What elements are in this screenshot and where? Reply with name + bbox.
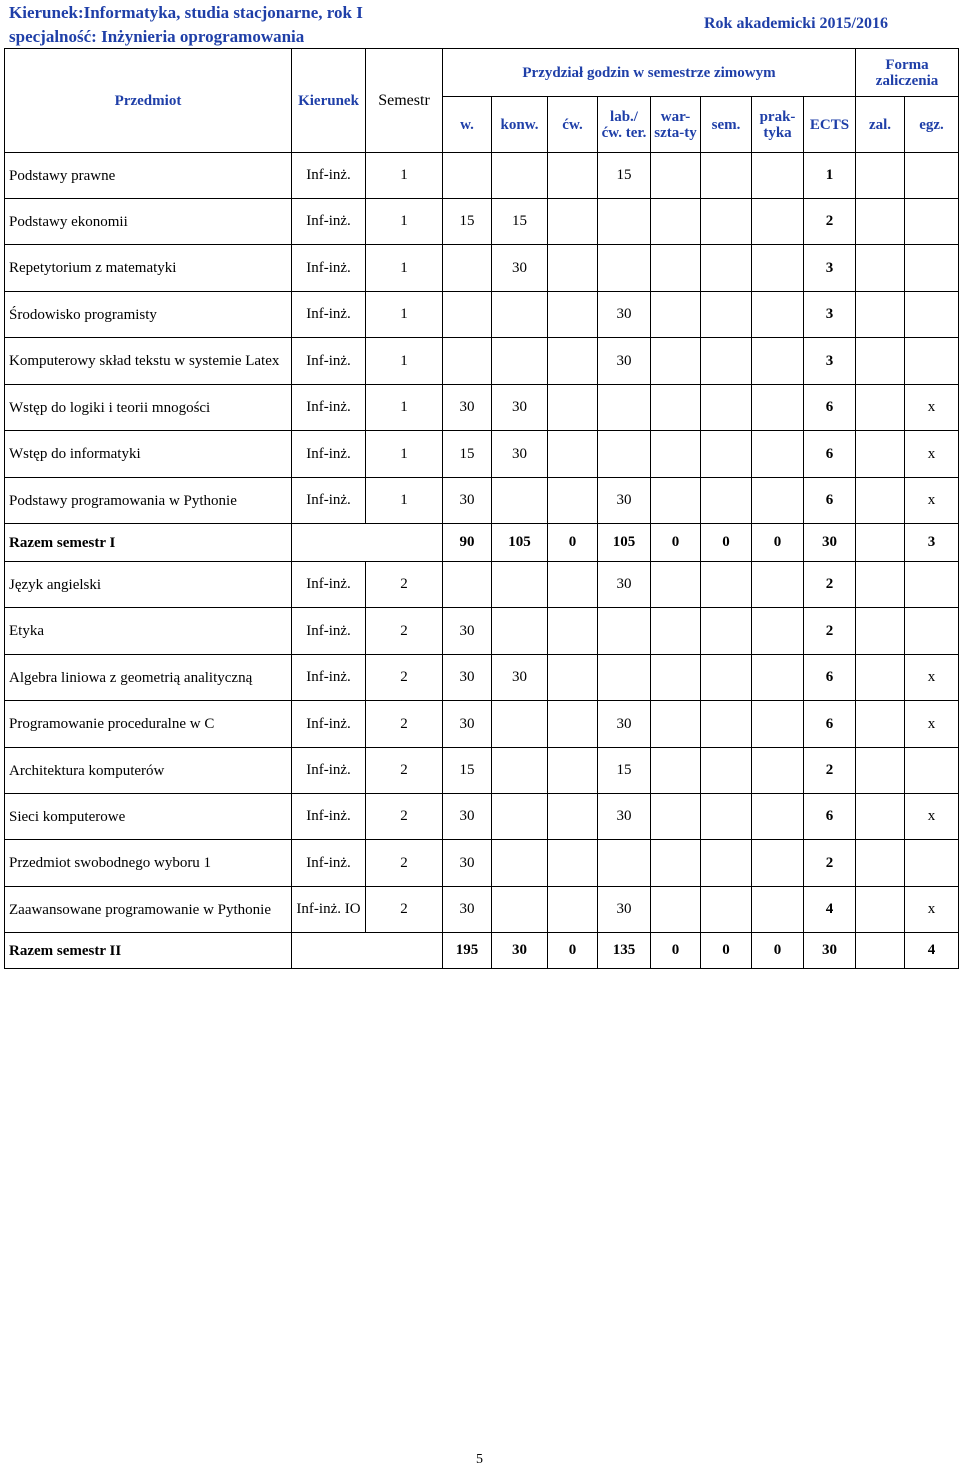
- hours-cw-cell: [548, 245, 598, 292]
- hours-w-cell: 30: [443, 794, 492, 840]
- header-col-konw: konw.: [492, 97, 548, 153]
- egz-cell: [905, 153, 959, 199]
- field-cell: Inf-inż.: [292, 153, 366, 199]
- zal-cell: [856, 701, 905, 748]
- zal-cell: [856, 840, 905, 887]
- ects-cell: 2: [804, 840, 856, 887]
- hours-sem-cell: [701, 840, 752, 887]
- table-row: [5, 794, 959, 840]
- header-subject: Przedmiot: [5, 49, 292, 153]
- summary-row: [5, 933, 959, 969]
- semester-cell: 1: [366, 338, 443, 385]
- subject-cell: Programowanie proceduralne w C: [5, 701, 292, 748]
- subject-cell: Komputerowy skład tekstu w systemie Latex: [5, 338, 292, 385]
- zal-cell: [856, 478, 905, 524]
- ects-cell: 6: [804, 794, 856, 840]
- hours-sem-cell: [701, 153, 752, 199]
- semester-cell: 2: [366, 608, 443, 655]
- hours-warsztaty-cell: [651, 245, 701, 292]
- egz-cell: x: [905, 701, 959, 748]
- subject-cell: Język angielski: [5, 562, 292, 608]
- hours-konw-cell: [492, 840, 548, 887]
- ects-cell: 3: [804, 245, 856, 292]
- hours-w-cell: 30: [443, 701, 492, 748]
- table-row: [5, 887, 959, 933]
- hours-cw-cell: [548, 655, 598, 701]
- hours-lab-cell: 15: [598, 153, 651, 199]
- hours-praktyka-cell: [752, 431, 804, 478]
- subject-cell: Sieci komputerowe: [5, 794, 292, 840]
- field-cell: Inf-inż.: [292, 608, 366, 655]
- hours-konw-cell: [492, 478, 548, 524]
- hours-warsztaty-cell: 0: [651, 524, 701, 562]
- field-cell: Inf-inż.: [292, 478, 366, 524]
- hours-sem-cell: [701, 701, 752, 748]
- hours-lab-cell: [598, 385, 651, 431]
- hours-sem-cell: [701, 431, 752, 478]
- subject-cell: Algebra liniowa z geometrią analityczną: [5, 655, 292, 701]
- header-col-egz: egz.: [905, 97, 959, 153]
- egz-cell: x: [905, 431, 959, 478]
- field-cell: Inf-inż.: [292, 701, 366, 748]
- header-col-lab: lab./ ćw. ter.: [598, 97, 651, 153]
- ects-cell: 6: [804, 385, 856, 431]
- summary-gap: [292, 524, 443, 562]
- ects-cell: 30: [804, 933, 856, 969]
- hours-praktyka-cell: [752, 887, 804, 933]
- egz-cell: [905, 840, 959, 887]
- field-cell: Inf-inż.: [292, 748, 366, 794]
- hours-sem-cell: [701, 478, 752, 524]
- header-col-w: w.: [443, 97, 492, 153]
- hours-cw-cell: 0: [548, 933, 598, 969]
- header-col-sem: sem.: [701, 97, 752, 153]
- hours-sem-cell: [701, 338, 752, 385]
- table-row: [5, 701, 959, 748]
- egz-cell: x: [905, 385, 959, 431]
- subject-cell: Zaawansowane programowanie w Pythonie: [5, 887, 292, 933]
- table-row: [5, 840, 959, 887]
- zal-cell: [856, 153, 905, 199]
- hours-sem-cell: [701, 655, 752, 701]
- hours-konw-cell: 30: [492, 431, 548, 478]
- hours-warsztaty-cell: [651, 431, 701, 478]
- document-title-line2: specjalność: Inżynieria oprogramowania: [9, 27, 305, 46]
- table-row: [5, 292, 959, 338]
- field-cell: Inf-inż.: [292, 338, 366, 385]
- hours-cw-cell: [548, 748, 598, 794]
- hours-lab-cell: 30: [598, 562, 651, 608]
- egz-cell: x: [905, 655, 959, 701]
- hours-sem-cell: [701, 748, 752, 794]
- ects-cell: 4: [804, 887, 856, 933]
- zal-cell: [856, 245, 905, 292]
- hours-w-cell: [443, 338, 492, 385]
- hours-praktyka-cell: 0: [752, 524, 804, 562]
- egz-cell: x: [905, 887, 959, 933]
- hours-lab-cell: 135: [598, 933, 651, 969]
- hours-cw-cell: [548, 385, 598, 431]
- semester-cell: 1: [366, 199, 443, 245]
- hours-konw-cell: [492, 292, 548, 338]
- table-row: [5, 245, 959, 292]
- hours-konw-cell: [492, 153, 548, 199]
- hours-konw-cell: [492, 608, 548, 655]
- hours-sem-cell: [701, 385, 752, 431]
- hours-konw-cell: 30: [492, 385, 548, 431]
- hours-lab-cell: 30: [598, 701, 651, 748]
- ects-cell: 2: [804, 748, 856, 794]
- hours-w-cell: [443, 292, 492, 338]
- hours-cw-cell: [548, 431, 598, 478]
- hours-lab-cell: [598, 608, 651, 655]
- header-col-cw: ćw.: [548, 97, 598, 153]
- header-col-warsztaty: war-szta-ty: [651, 97, 701, 153]
- hours-lab-cell: 15: [598, 748, 651, 794]
- hours-w-cell: [443, 153, 492, 199]
- semester-cell: 2: [366, 562, 443, 608]
- field-cell: Inf-inż.: [292, 840, 366, 887]
- page-number: 5: [476, 1452, 483, 1467]
- hours-warsztaty-cell: [651, 608, 701, 655]
- hours-konw-cell: [492, 887, 548, 933]
- hours-praktyka-cell: 0: [752, 933, 804, 969]
- table-row: [5, 431, 959, 478]
- hours-w-cell: 15: [443, 748, 492, 794]
- hours-praktyka-cell: [752, 292, 804, 338]
- semester-cell: 1: [366, 385, 443, 431]
- hours-praktyka-cell: [752, 199, 804, 245]
- table-row: [5, 338, 959, 385]
- zal-cell: [856, 338, 905, 385]
- academic-year: Rok akademicki 2015/2016: [703, 15, 888, 32]
- subject-cell: Środowisko programisty: [5, 292, 292, 338]
- field-cell: Inf-inż.: [292, 655, 366, 701]
- zal-cell: [856, 655, 905, 701]
- hours-lab-cell: [598, 655, 651, 701]
- hours-konw-cell: [492, 701, 548, 748]
- hours-cw-cell: 0: [548, 524, 598, 562]
- hours-konw-cell: 105: [492, 524, 548, 562]
- hours-lab-cell: [598, 199, 651, 245]
- hours-cw-cell: [548, 887, 598, 933]
- hours-lab-cell: 105: [598, 524, 651, 562]
- ects-cell: 6: [804, 478, 856, 524]
- hours-sem-cell: [701, 887, 752, 933]
- hours-sem-cell: [701, 199, 752, 245]
- hours-konw-cell: 15: [492, 199, 548, 245]
- hours-konw-cell: 30: [492, 933, 548, 969]
- hours-w-cell: 30: [443, 478, 492, 524]
- hours-cw-cell: [548, 701, 598, 748]
- egz-cell: [905, 608, 959, 655]
- zal-cell: [856, 887, 905, 933]
- zal-cell: [856, 199, 905, 245]
- hours-lab-cell: 30: [598, 338, 651, 385]
- hours-konw-cell: [492, 748, 548, 794]
- summary-label: Razem semestr II: [5, 933, 292, 969]
- hours-warsztaty-cell: [651, 794, 701, 840]
- hours-lab-cell: [598, 840, 651, 887]
- egz-cell: 4: [905, 933, 959, 969]
- zal-cell: [856, 524, 905, 562]
- hours-warsztaty-cell: [651, 701, 701, 748]
- hours-w-cell: 195: [443, 933, 492, 969]
- header-form-group: Forma zaliczenia: [856, 49, 959, 97]
- header-hours-group: Przydział godzin w semestrze zimowym: [443, 49, 856, 97]
- subject-cell: Etyka: [5, 608, 292, 655]
- hours-lab-cell: 30: [598, 887, 651, 933]
- ects-cell: 3: [804, 292, 856, 338]
- hours-konw-cell: [492, 338, 548, 385]
- hours-w-cell: 30: [443, 840, 492, 887]
- ects-cell: 6: [804, 655, 856, 701]
- table-row: [5, 199, 959, 245]
- hours-w-cell: 30: [443, 887, 492, 933]
- hours-cw-cell: [548, 608, 598, 655]
- hours-praktyka-cell: [752, 153, 804, 199]
- field-cell: Inf-inż.: [292, 245, 366, 292]
- field-cell: Inf-inż.: [292, 199, 366, 245]
- hours-sem-cell: [701, 292, 752, 338]
- ects-cell: 30: [804, 524, 856, 562]
- hours-warsztaty-cell: [651, 748, 701, 794]
- field-cell: Inf-inż.: [292, 292, 366, 338]
- semester-cell: 2: [366, 887, 443, 933]
- hours-praktyka-cell: [752, 338, 804, 385]
- hours-lab-cell: 30: [598, 794, 651, 840]
- hours-sem-cell: 0: [701, 933, 752, 969]
- hours-sem-cell: [701, 562, 752, 608]
- hours-cw-cell: [548, 338, 598, 385]
- ects-cell: 2: [804, 562, 856, 608]
- hours-sem-cell: [701, 794, 752, 840]
- subject-cell: Repetytorium z matematyki: [5, 245, 292, 292]
- semester-cell: 1: [366, 478, 443, 524]
- subject-cell: Podstawy programowania w Pythonie: [5, 478, 292, 524]
- hours-w-cell: 15: [443, 199, 492, 245]
- summary-gap: [292, 933, 443, 969]
- semester-cell: 2: [366, 794, 443, 840]
- semester-cell: 2: [366, 840, 443, 887]
- hours-warsztaty-cell: [651, 199, 701, 245]
- summary-label: Razem semestr I: [5, 524, 292, 562]
- header-col-praktyka: prak-tyka: [752, 97, 804, 153]
- hours-warsztaty-cell: [651, 385, 701, 431]
- hours-praktyka-cell: [752, 748, 804, 794]
- subject-cell: Wstęp do logiki i teorii mnogości: [5, 385, 292, 431]
- hours-konw-cell: 30: [492, 655, 548, 701]
- subject-cell: Wstęp do informatyki: [5, 431, 292, 478]
- hours-w-cell: [443, 562, 492, 608]
- header-col-zal: zal.: [856, 97, 905, 153]
- header-semester: Semestr: [366, 49, 443, 153]
- curriculum-table: [4, 48, 959, 969]
- hours-w-cell: [443, 245, 492, 292]
- hours-praktyka-cell: [752, 701, 804, 748]
- hours-warsztaty-cell: 0: [651, 933, 701, 969]
- egz-cell: [905, 292, 959, 338]
- hours-sem-cell: 0: [701, 524, 752, 562]
- hours-warsztaty-cell: [651, 292, 701, 338]
- field-cell: Inf-inż.: [292, 794, 366, 840]
- hours-lab-cell: 30: [598, 478, 651, 524]
- hours-praktyka-cell: [752, 840, 804, 887]
- hours-cw-cell: [548, 199, 598, 245]
- zal-cell: [856, 431, 905, 478]
- table-row: [5, 608, 959, 655]
- hours-warsztaty-cell: [651, 562, 701, 608]
- hours-lab-cell: [598, 431, 651, 478]
- egz-cell: [905, 748, 959, 794]
- hours-warsztaty-cell: [651, 840, 701, 887]
- hours-w-cell: 30: [443, 385, 492, 431]
- hours-praktyka-cell: [752, 794, 804, 840]
- hours-sem-cell: [701, 245, 752, 292]
- ects-cell: 1: [804, 153, 856, 199]
- hours-konw-cell: [492, 562, 548, 608]
- field-cell: Inf-inż.: [292, 562, 366, 608]
- hours-cw-cell: [548, 478, 598, 524]
- field-cell: Inf-inż.: [292, 431, 366, 478]
- ects-cell: 3: [804, 338, 856, 385]
- hours-warsztaty-cell: [651, 655, 701, 701]
- egz-cell: x: [905, 478, 959, 524]
- ects-cell: 6: [804, 431, 856, 478]
- egz-cell: [905, 338, 959, 385]
- hours-praktyka-cell: [752, 562, 804, 608]
- field-cell: Inf-inż. IO: [292, 887, 366, 933]
- hours-cw-cell: [548, 562, 598, 608]
- subject-cell: Podstawy ekonomii: [5, 199, 292, 245]
- subject-cell: Przedmiot swobodnego wyboru 1: [5, 840, 292, 887]
- table-row: [5, 562, 959, 608]
- table-row: [5, 385, 959, 431]
- hours-w-cell: 15: [443, 431, 492, 478]
- ects-cell: 2: [804, 608, 856, 655]
- semester-cell: 2: [366, 701, 443, 748]
- semester-cell: 1: [366, 153, 443, 199]
- hours-cw-cell: [548, 153, 598, 199]
- hours-cw-cell: [548, 840, 598, 887]
- table-row: [5, 655, 959, 701]
- hours-cw-cell: [548, 292, 598, 338]
- zal-cell: [856, 562, 905, 608]
- hours-praktyka-cell: [752, 655, 804, 701]
- summary-row: [5, 524, 959, 562]
- hours-w-cell: 30: [443, 655, 492, 701]
- hours-warsztaty-cell: [651, 153, 701, 199]
- zal-cell: [856, 748, 905, 794]
- hours-sem-cell: [701, 608, 752, 655]
- zal-cell: [856, 933, 905, 969]
- subject-cell: Podstawy prawne: [5, 153, 292, 199]
- hours-warsztaty-cell: [651, 887, 701, 933]
- semester-cell: 2: [366, 748, 443, 794]
- hours-w-cell: 90: [443, 524, 492, 562]
- egz-cell: [905, 245, 959, 292]
- egz-cell: [905, 562, 959, 608]
- document-title-line1: Kierunek:Informatyka, studia stacjonarne, rok I: [9, 3, 363, 22]
- table-row: [5, 478, 959, 524]
- ects-cell: 6: [804, 701, 856, 748]
- hours-warsztaty-cell: [651, 338, 701, 385]
- hours-w-cell: 30: [443, 608, 492, 655]
- semester-cell: 2: [366, 655, 443, 701]
- header-field: Kierunek: [292, 49, 366, 153]
- semester-cell: 1: [366, 245, 443, 292]
- zal-cell: [856, 292, 905, 338]
- hours-warsztaty-cell: [651, 478, 701, 524]
- table-row: [5, 153, 959, 199]
- hours-lab-cell: [598, 245, 651, 292]
- header-col-ects: ECTS: [804, 97, 856, 153]
- subject-cell: Architektura komputerów: [5, 748, 292, 794]
- hours-konw-cell: [492, 794, 548, 840]
- hours-praktyka-cell: [752, 385, 804, 431]
- egz-cell: 3: [905, 524, 959, 562]
- egz-cell: [905, 199, 959, 245]
- zal-cell: [856, 608, 905, 655]
- zal-cell: [856, 385, 905, 431]
- hours-praktyka-cell: [752, 608, 804, 655]
- ects-cell: 2: [804, 199, 856, 245]
- hours-konw-cell: 30: [492, 245, 548, 292]
- table-row: [5, 748, 959, 794]
- hours-lab-cell: 30: [598, 292, 651, 338]
- hours-praktyka-cell: [752, 245, 804, 292]
- hours-praktyka-cell: [752, 478, 804, 524]
- semester-cell: 1: [366, 292, 443, 338]
- field-cell: Inf-inż.: [292, 385, 366, 431]
- egz-cell: x: [905, 794, 959, 840]
- semester-cell: 1: [366, 431, 443, 478]
- zal-cell: [856, 794, 905, 840]
- hours-cw-cell: [548, 794, 598, 840]
